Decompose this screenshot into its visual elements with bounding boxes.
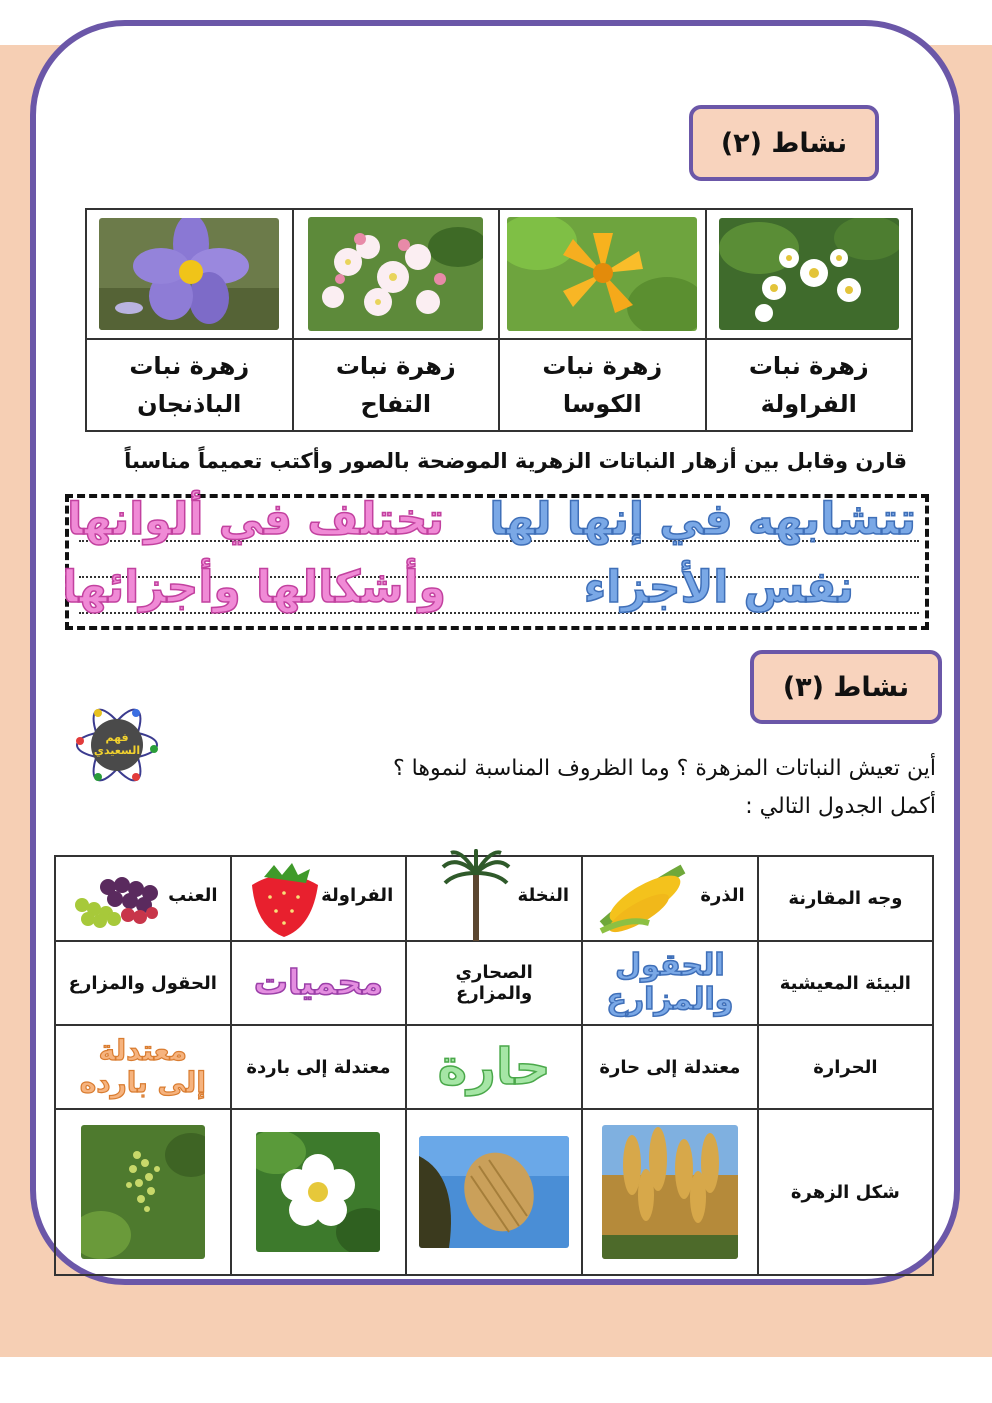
- grapes-temperature-line1: معتدلة: [98, 1034, 187, 1067]
- strawberry-flower-photo: [719, 218, 899, 330]
- activity3-question: أين تعيش النباتات المزهرة ؟ وما الظروف المناسبة لنموها ؟: [393, 756, 936, 781]
- answer-similar-line2: نفس الأجزاء: [583, 562, 854, 613]
- palm-habitat-line1: الصحاري: [455, 962, 533, 983]
- zucchini-label-line1: زهرة نبات: [542, 352, 663, 380]
- apple-label: [293, 339, 500, 431]
- corn-habitat-line1: الحقول: [615, 948, 725, 983]
- corn-header-cell: [582, 856, 758, 941]
- activity2-title-box: [689, 105, 879, 181]
- palm-temperature: حارة: [437, 1038, 551, 1096]
- corn-flower-cell: [582, 1109, 758, 1275]
- answer-differ-line2: وأشكالها وأجزائها: [62, 562, 446, 613]
- apple-flower-photo: [308, 217, 483, 331]
- strawberry-flower-cell: [231, 1109, 407, 1275]
- corn-temperature: معتدلة إلى حارة: [599, 1056, 741, 1078]
- palm-habitat-line2: والمزارع: [456, 983, 533, 1004]
- grapes-icon: [70, 873, 162, 929]
- palm-habitat-cell: [406, 941, 582, 1025]
- zucchini-label: [499, 339, 706, 431]
- strawberry-photo-cell: [706, 209, 913, 339]
- strawberry-label-line1: زهرة نبات: [748, 352, 869, 380]
- eggplant-label-line2: الباذنجان: [137, 390, 242, 418]
- palm-header-cell: [406, 856, 582, 941]
- palm-flower-photo: [419, 1136, 569, 1248]
- habitat-label: البيئة المعيشية: [779, 972, 911, 994]
- activity3-instruction: أكمل الجدول التالي :: [745, 794, 936, 819]
- zucchini-label-line2: الكوسا: [562, 390, 642, 418]
- answer-differ-line1: تختلف في ألوانها: [67, 494, 444, 545]
- strawberry-icon: [242, 861, 326, 939]
- activity3-title: نشاط (٣): [782, 671, 910, 703]
- zucchini-flower-photo: [507, 217, 697, 331]
- logo-text: فهم السعيدي: [93, 731, 141, 757]
- apple-label-line1: زهرة نبات: [335, 352, 456, 380]
- strawberry-habitat-cell: [231, 941, 407, 1025]
- grapes-header-cell: [55, 856, 231, 941]
- corn-flower-photo: [602, 1125, 738, 1259]
- apple-label-line2: التفاح: [360, 390, 432, 418]
- activity2-instruction: قارن وقابل بين أزهار النباتات الزهرية الموضحة بالصور وأكتب تعميماً مناسباً: [124, 449, 907, 473]
- grapes-habitat-cell: [55, 941, 231, 1025]
- grapes-habitat: الحقول والمزارع: [68, 972, 217, 994]
- grapes-header: العنب: [168, 885, 218, 906]
- habitat-label-cell: [758, 941, 933, 1025]
- flowers-table: [85, 208, 913, 432]
- strawberry-habitat: محميات: [253, 963, 384, 1003]
- eggplant-label: [86, 339, 293, 431]
- strawberry-flower-photo-2: [256, 1132, 380, 1252]
- zucchini-photo-cell: [499, 209, 706, 339]
- corn-temperature-cell: [582, 1025, 758, 1109]
- activity2-title: نشاط (٢): [720, 127, 848, 159]
- strawberry-temperature-cell: [231, 1025, 407, 1109]
- temperature-label: الحرارة: [813, 1056, 878, 1078]
- apple-photo-cell: [293, 209, 500, 339]
- strawberry-header: الفراولة: [321, 885, 394, 906]
- corn-habitat-line2: والمزارع: [606, 982, 734, 1017]
- strawberry-label: [706, 339, 913, 431]
- teacher-logo: [72, 705, 162, 785]
- aspect-header: وجه المقارنة: [788, 888, 903, 909]
- answer-similar-line1: تتشابهه في إنها لها: [489, 494, 916, 545]
- temperature-label-cell: [758, 1025, 933, 1109]
- eggplant-photo-cell: [86, 209, 293, 339]
- palm-header: النخلة: [517, 885, 570, 906]
- corn-icon: [599, 863, 687, 935]
- palm-temperature-cell: [406, 1025, 582, 1109]
- strawberry-temperature: معتدلة إلى باردة: [246, 1056, 391, 1078]
- strawberry-label-line2: الفراولة: [760, 390, 857, 418]
- grapes-temperature-cell: [55, 1025, 231, 1109]
- flower-shape-label: شكل الزهرة: [790, 1181, 900, 1203]
- palm-flower-cell: [406, 1109, 582, 1275]
- comparison-table: [54, 855, 934, 1276]
- eggplant-label-line1: زهرة نبات: [129, 352, 250, 380]
- eggplant-flower-photo: [99, 218, 279, 330]
- grapes-temperature-line2: إلى بارده: [79, 1066, 206, 1099]
- grapes-flower-cell: [55, 1109, 231, 1275]
- aspect-header-cell: [758, 856, 933, 941]
- flower-shape-label-cell: [758, 1109, 933, 1275]
- activity3-title-box: [750, 650, 942, 724]
- palm-tree-icon: [441, 849, 511, 941]
- strawberry-header-cell: [231, 856, 407, 941]
- corn-habitat-cell: [582, 941, 758, 1025]
- bottom-margin: [0, 1357, 992, 1403]
- grapes-flower-photo: [81, 1125, 205, 1259]
- corn-header: الذرة: [700, 885, 745, 906]
